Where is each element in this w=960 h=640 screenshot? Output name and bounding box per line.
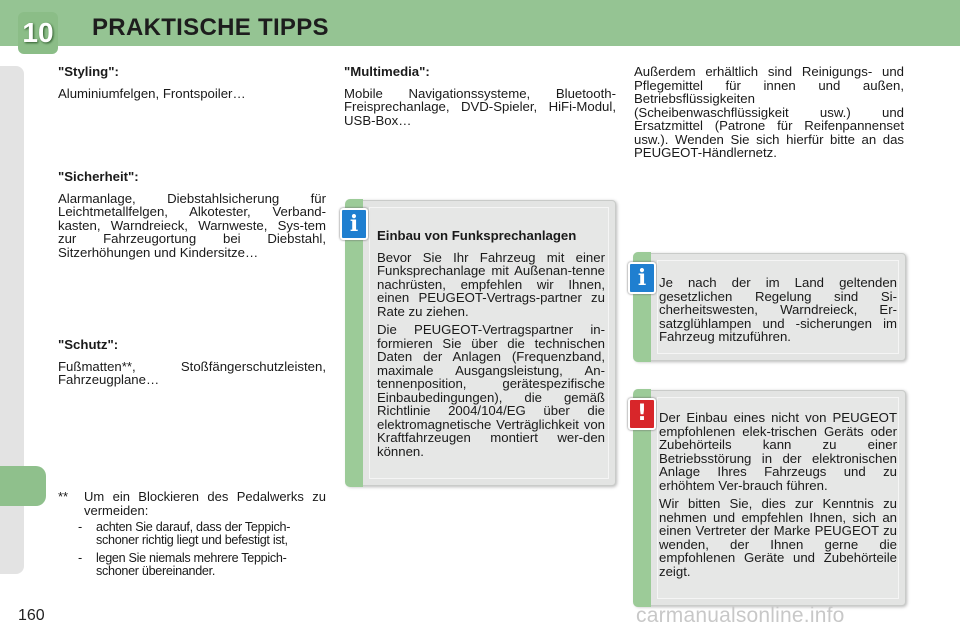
sicherheit-section: [58, 170, 326, 264]
accessories-info: [634, 65, 904, 165]
info-box-regulations-text: Je nach der im Land geltenden gesetzlichen Regelung sind Si-cherheitswesten, Warndreieck, Er-satzglühlampen und -sicherungen im Fahrzeug mitzuführen.: [659, 275, 897, 344]
multimedia-heading: "Multimedia":: [344, 64, 430, 79]
styling-heading: "Styling":: [58, 64, 119, 79]
list-item: - achten Sie darauf, dass der Teppich-schoner richtig liegt und befestigt ist,: [78, 520, 291, 547]
footnote-intro: Um ein Blockieren des Pedalwerks zu vermeiden:: [84, 489, 326, 518]
info-icon: i: [628, 262, 656, 294]
info-box-radio-title: Einbau von Funksprechanlagen: [377, 228, 577, 243]
schutz-text: Fußmatten**, Stoßfängerschutzleisten, Fahrzeugplane…: [58, 358, 326, 387]
side-tab-active: [0, 466, 46, 506]
warning-icon: !: [628, 398, 656, 430]
styling-section: [58, 65, 326, 105]
footnote-list: [78, 521, 326, 578]
footnote: [58, 490, 326, 583]
warning-box-text: [659, 411, 897, 583]
info-box-radio-paragraph: Die PEUGEOT-Vertragspartner in-formieren Sie über die technischen Daten der Anlagen (Frequenzband, maximale Ausgangsleistung, An-tennenposition, gerätespezifische Einbaubedingungen), die gemäß Richtlinie 2004/104/EG über die elektromagnetische Verträglichkeit von Kraftfahrzeugen montiert wer-den können.: [377, 322, 605, 459]
schutz-heading: "Schutz":: [58, 337, 119, 352]
warning-paragraph: Wir bitten Sie, dies zur Kenntnis zu nehmen und empfehlen Ihnen, sich an einen Vertreter der Marke PEUGEOT zu wenden, der Ihnen gerne die empfohlenen Geräte und Zubehörteile zeigt.: [659, 496, 897, 579]
watermark: carmanualsonline.info: [636, 604, 845, 627]
info-box-radio-paragraph: Bevor Sie Ihr Fahrzeug mit einer Funksprechanlage mit Außenan-tenne nachrüsten, empfehlen wir Ihnen, einen PEUGEOT-Vertrags-partner zu Rate zu ziehen.: [377, 249, 605, 319]
list-item: - legen Sie niemals mehrere Teppich-schoner übereinander.: [78, 551, 287, 578]
sicherheit-heading: "Sicherheit":: [58, 169, 139, 184]
schutz-section: [58, 338, 326, 392]
footnote-marker: **: [58, 489, 69, 504]
info-icon: i: [340, 208, 368, 240]
info-box-regulations: [634, 253, 906, 361]
page-number: 160: [18, 607, 45, 624]
chapter-number-badge: 10: [18, 12, 58, 54]
multimedia-section: [344, 65, 616, 132]
multimedia-text: Mobile Navigationssysteme, Bluetooth-Freisprechanlage, DVD-Spieler, HiFi-Modul, USB-Box…: [344, 85, 616, 128]
info-box-radio: [346, 200, 616, 486]
page-title: PRAKTISCHE TIPPS: [92, 14, 329, 41]
warning-box: [634, 390, 906, 606]
accessories-text: Außerdem erhältlich sind Reinigungs- und Pflegemittel für innen und außen, Betriebsflüssigkeiten (Scheibenwaschflüssigkeit usw.) und Ersatzmittel (Patrone für Reifenpannenset usw.). Wenden Sie sich hierfür bitte an das PEUGEOT-Händlernetz.: [634, 64, 904, 160]
sicherheit-text: Alarmanlage, Diebstahlsicherung für Leichtmetallfelgen, Alkotester, Verband-kasten, Warndreieck, Warnweste, Sys-tem zur Fahrzeugortung bei Diebstahl, Sitzerhöhungen und Kindersitze…: [58, 190, 326, 260]
warning-paragraph: Der Einbau eines nicht von PEUGEOT empfohlenen elek-trischen Geräts oder Zubehörteils kann zu einer Betriebsstörung in der elektronischen Anlage Ihres Fahrzeugs und zu erhöhtem Ver-brauch führen.: [659, 410, 897, 493]
styling-text: Aluminiumfelgen, Frontspoiler…: [58, 85, 246, 101]
info-box-radio-text: [377, 229, 605, 463]
